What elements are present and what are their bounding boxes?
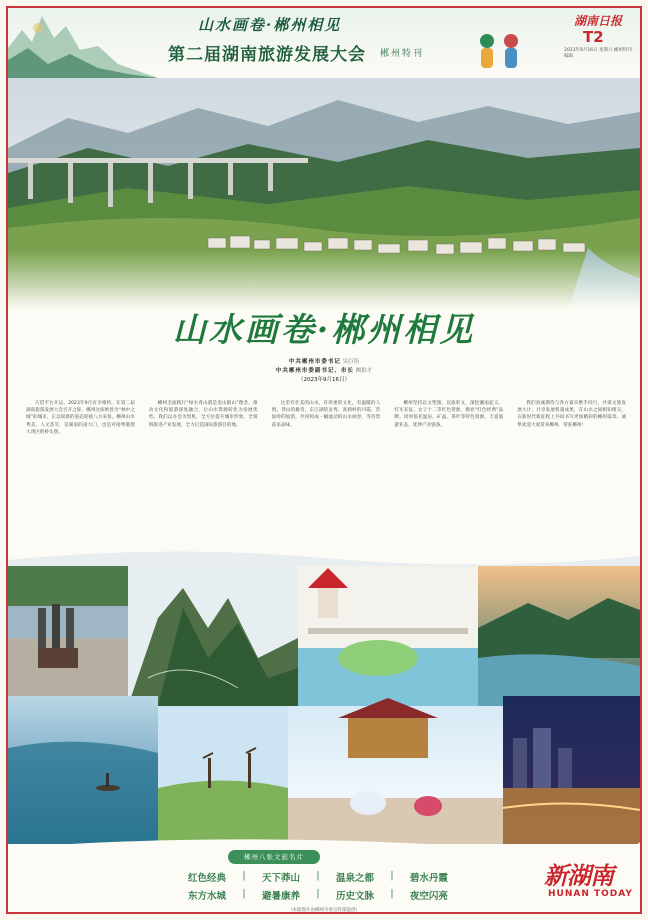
brand-item: 天下莽山 (261, 873, 300, 884)
article-date: （2023年9月16日） (298, 377, 350, 383)
separator: | (242, 888, 246, 899)
brand-row-1 (188, 870, 448, 884)
photo-dongjiang-lake (478, 566, 640, 706)
newspaper-page (6, 6, 642, 914)
brand-item: 避暑康养 (261, 891, 300, 902)
byline (208, 358, 440, 385)
photo-credit-note: （本版图片由郴州市委宣传部提供） (288, 908, 360, 913)
mascot-right (502, 32, 520, 72)
photo-night-skyline (503, 696, 640, 848)
masthead-slogan: 山水画卷·郴州相见 (198, 16, 342, 34)
footer-label: 郴州八张文旅名片 (228, 850, 320, 864)
separator: | (316, 870, 320, 881)
issue-date-line: 2023年9月16日 星期六 郴州特刊 · 编辑 (564, 48, 635, 59)
photo-summer-meadow (158, 706, 288, 848)
brand-item: 红色经典 (188, 873, 227, 884)
author-title-2: 中共郴州市委副书记、市长 (275, 368, 354, 374)
article-body (26, 400, 626, 548)
article-column-2: 郴州全面践行“绿水青山就是金山银山”理念，推动文化和旅游深度融合，让山水资源转化为发展优势。我们以办会为契机，全方位提升城市形象，全领域推进产业发展，全力打造国际旅游目的地。 (148, 401, 258, 428)
photo-mangshan-peaks (128, 566, 298, 706)
brand-item: 历史文脉 (335, 891, 374, 902)
brand-item: 东方水城 (188, 891, 227, 902)
newspaper-name: 湖南日报 (574, 14, 623, 28)
new-hunan-logo: 新湖南 (544, 861, 613, 890)
author-name-1: 吴巨培 (342, 359, 360, 365)
special-edition-label: 郴州特刊 (380, 49, 425, 59)
photo-collage (8, 548, 640, 848)
author-title-1: 中共郴州市委书记 (288, 359, 341, 365)
masthead (8, 8, 640, 78)
brand-item: 温泉之都 (335, 873, 374, 884)
article-column-4: 郴州坚持以文塑旅、以旅彰文，深挖湘南起义、红军长征、女子十二等红色资源，擦亮“红色经典”品牌。同时依托温泉、矿晶、茶叶等特色资源，丰富旅游业态，延伸产业链条。 (394, 401, 504, 428)
brand-item: 碧水丹霞 (409, 873, 448, 884)
brand-row-2 (188, 888, 448, 902)
masthead-mountain-art (8, 8, 158, 78)
brand-item: 夜空闪亮 (409, 891, 448, 902)
photo-misty-river (8, 696, 158, 848)
photo-hot-spring-town (298, 566, 478, 706)
article-column-1: 巧借平台开运，2023年9月有幸相约。在第二届湖南旅游发展大会召开之际，郴州这座被誉为“林中之城”的城市，正以崭新的姿态迎接八方来客。郴州山水秀美，人文荟萃，是湖南的南大门，也是对接粤港澳大湾区的桥头堡。 (26, 401, 135, 435)
author-name-2: 阙伯才 (355, 368, 373, 374)
article-column-3: 这里有壮美的山水，有厚重的文化，有温暖的人情。莽山的雄奇、东江湖的灵秀、高椅岭的丹霞、苏仙岭的仙韵，共同构成一幅流动的山水画卷，等待您前来品味。 (271, 401, 381, 428)
article-column-5: 我们真诚期待与各方嘉宾携手同行，共谋文旅发展大计，共享发展机遇成果，在山水之间相知相交，在新时代新征程上共同书写更加精彩的郴州篇章。诚挚欢迎大家常来郴州、常驻郴州！ (517, 401, 626, 428)
conference-title: 第二届湖南旅游发展大会 (168, 45, 366, 65)
hero-landscape-photo (8, 78, 640, 310)
mascot-left (478, 32, 496, 72)
hunan-today-logo: HUNAN TODAY (548, 889, 633, 899)
separator: | (390, 888, 394, 899)
separator: | (390, 870, 394, 881)
separator: | (242, 870, 246, 881)
feature-title: 山水画卷·郴州相见 (172, 310, 476, 349)
page-number: T2 (583, 28, 604, 46)
separator: | (316, 888, 320, 899)
photo-cultural-performance (288, 698, 503, 848)
photo-red-memorial (8, 566, 128, 696)
